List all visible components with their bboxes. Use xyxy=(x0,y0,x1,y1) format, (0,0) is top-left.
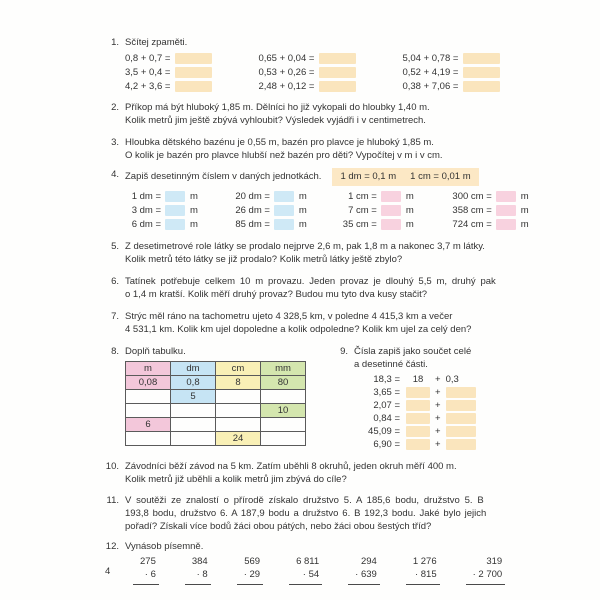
equation-text: 0,8 + 0,7 = xyxy=(125,52,171,64)
problem-2-text: Příkop má být hluboký 1,85 m. Dělníci ho již vykopali do hloubky 1,40 m. xyxy=(125,102,430,113)
problem-6-text: Tatínek potřebuje celkem 10 m provazu. Jeden provaz je dlouhý 5,5 m, druhý pak xyxy=(125,276,496,287)
problem-number: 5. xyxy=(111,241,119,252)
table-row xyxy=(126,390,306,404)
problem-9 xyxy=(328,345,476,451)
equation-text: 0,53 + 0,26 = xyxy=(258,66,315,78)
conversion-text: 300 cm = xyxy=(452,190,492,202)
problem-6 xyxy=(99,275,572,301)
problem-4-title: Zapiš desetinným číslem v daných jednotkách. xyxy=(125,171,322,182)
table-cell-empty[interactable] xyxy=(126,390,171,404)
table-cell: 24 xyxy=(216,432,261,446)
multiplier: · 6 xyxy=(144,569,156,580)
multiplier: · 639 xyxy=(355,569,377,580)
sum-row xyxy=(354,438,476,451)
table-cell: 10 xyxy=(261,404,306,418)
multiplier: · 2 700 xyxy=(472,569,503,580)
answer-box[interactable] xyxy=(175,53,212,64)
table-cell-empty[interactable] xyxy=(171,418,216,432)
table-row xyxy=(126,418,306,432)
answer-box[interactable] xyxy=(446,400,476,411)
answer-box[interactable] xyxy=(274,219,294,230)
problem-number: 1. xyxy=(111,37,119,48)
table-cell-empty[interactable] xyxy=(171,432,216,446)
answer-box[interactable] xyxy=(165,205,185,216)
problem-3-text: O kolik je bazén pro plavce hlubší než bazén pro děti? Vypočítej v m i v cm. xyxy=(125,150,443,161)
problem-7-text: 4 531,1 km. Kolik km ujel dopoledne a kolik odpoledne? Kolik km ujel za celý den? xyxy=(125,324,472,335)
addition-columns xyxy=(125,51,572,93)
problem-11 xyxy=(99,494,572,533)
equation-text: 0,38 + 7,06 = xyxy=(402,80,459,92)
multiplicand: 384 xyxy=(191,556,208,567)
answer-box[interactable] xyxy=(274,191,294,202)
unit-label: m xyxy=(298,204,307,216)
multiplication-problem[interactable] xyxy=(185,556,211,585)
multiplicand: 6 811 xyxy=(296,556,320,567)
problem-8-title: Doplň tabulku. xyxy=(125,346,186,357)
problem-6-text: o 1,4 m kratší. Kolik měří druhý provaz? Budou mu tyto dva kusy stačit? xyxy=(125,289,428,300)
conversion-text: 7 cm = xyxy=(348,204,377,216)
header-m: m xyxy=(126,362,171,376)
answer-box[interactable] xyxy=(406,413,430,424)
problem-10 xyxy=(99,460,572,486)
answer-box[interactable] xyxy=(496,191,516,202)
problem-2-text: Kolik metrů jim ještě zbývá vyhloubit? Výsledek vyjádři i v centimetrech. xyxy=(125,115,426,126)
page-number: 4 xyxy=(105,566,111,577)
conversion-text: 85 dm = xyxy=(235,218,270,230)
problem-number: 3. xyxy=(111,137,119,148)
answer-box[interactable] xyxy=(165,191,185,202)
answer-box[interactable] xyxy=(496,219,516,230)
problem-5 xyxy=(99,240,572,266)
hint-cm: 1 cm = 0,01 m xyxy=(410,171,471,182)
example-left: 18,3 = xyxy=(373,374,400,385)
problem-8 xyxy=(99,345,306,451)
table-row xyxy=(126,404,306,418)
equation-text: 2,48 + 0,12 = xyxy=(258,80,315,92)
table-cell: 0,8 xyxy=(171,376,216,390)
unit-label: m xyxy=(298,190,307,202)
plus-sign: + xyxy=(435,426,441,437)
problem-number: 4. xyxy=(111,169,119,180)
number-text: 0,84 = xyxy=(373,413,400,424)
answer-box[interactable] xyxy=(175,81,212,92)
conversion-hint xyxy=(332,168,478,186)
units-table xyxy=(125,361,306,446)
problem-3 xyxy=(99,136,572,162)
answer-box[interactable] xyxy=(165,219,185,230)
conversion-text: 1 cm = xyxy=(348,190,377,202)
multiplier: · 815 xyxy=(414,569,437,580)
table-cell: 0,08 xyxy=(126,376,171,390)
table-cell: 6 xyxy=(126,418,171,432)
problem-10-text: Závodníci běží závod na 5 km. Zatím uběhli 8 okruhů, jeden okruh měří 400 m. xyxy=(125,461,457,472)
problem-number: 12. xyxy=(105,541,119,552)
number-text: 2,07 = xyxy=(373,400,400,411)
conversion-text: 3 dm = xyxy=(131,204,161,216)
problem-4 xyxy=(99,168,572,231)
answer-box[interactable] xyxy=(406,439,430,450)
table-cell-empty[interactable] xyxy=(126,404,171,418)
multiplier: · 29 xyxy=(243,569,261,580)
multiplier: · 8 xyxy=(196,569,208,580)
unit-label: m xyxy=(520,190,529,202)
problem-number: 8. xyxy=(111,346,119,357)
problem-number: 7. xyxy=(111,311,119,322)
problem-7-text: Strýc měl ráno na tachometru ujeto 4 328,5 km, v poledne 4 415,3 km a večer xyxy=(125,311,453,322)
problem-10-text: Kolik metrů již uběhli a kolik metrů jim zbývá do cíle? xyxy=(125,474,347,485)
problem-7 xyxy=(99,310,572,336)
problem-5-text: Z desetimetrové role látky se prodalo nejprve 2,6 m, pak 1,8 m a nakonec 3,7 m látky. xyxy=(125,241,485,252)
problem-11-text: V soutěži ze znalostí o přírodě získalo družstvo 5. A 185,6 bodu, družstvo 5. B xyxy=(125,495,484,506)
table-cell-empty[interactable] xyxy=(216,418,261,432)
answer-box[interactable] xyxy=(381,191,401,202)
multiplication-problem[interactable] xyxy=(406,556,440,585)
plus-sign: + xyxy=(435,439,441,450)
multiplicand: 569 xyxy=(244,556,261,567)
answer-box[interactable] xyxy=(381,205,401,216)
conversion-text: 35 cm = xyxy=(342,218,377,230)
answer-box[interactable] xyxy=(446,387,476,398)
equation-text: 3,5 + 0,4 = xyxy=(125,66,171,78)
unit-label: m xyxy=(520,204,529,216)
header-cm: cm xyxy=(216,362,261,376)
multiplication-row xyxy=(133,556,572,585)
number-text: 6,90 = xyxy=(373,439,400,450)
answer-box[interactable] xyxy=(496,205,516,216)
example-decimal: 0,3 xyxy=(445,374,459,385)
answer-box[interactable] xyxy=(319,53,356,64)
sum-row xyxy=(354,399,476,412)
unit-label: m xyxy=(190,218,198,230)
problem-1 xyxy=(99,36,572,93)
problem-2 xyxy=(99,101,572,127)
multiplication-problem[interactable] xyxy=(466,556,506,585)
equation-text: 5,04 + 0,78 = xyxy=(402,52,459,64)
answer-box[interactable] xyxy=(446,426,476,437)
unit-label: m xyxy=(405,218,414,230)
answer-box[interactable] xyxy=(381,219,401,230)
multiplier: · 54 xyxy=(302,569,320,580)
header-dm: dm xyxy=(171,362,216,376)
answer-box[interactable] xyxy=(175,67,212,78)
equation-text: 0,52 + 4,19 = xyxy=(402,66,459,78)
table-header-row xyxy=(126,362,306,376)
answer-box[interactable] xyxy=(274,205,294,216)
multiplication-problem[interactable] xyxy=(289,556,322,585)
problem-12-title: Vynásob písemně. xyxy=(125,541,204,552)
table-row xyxy=(126,376,306,390)
conversion-text: 358 cm = xyxy=(452,204,492,216)
multiplication-problem[interactable] xyxy=(237,556,263,585)
number-text: 3,65 = xyxy=(373,387,400,398)
table-cell-empty[interactable] xyxy=(216,390,261,404)
multiplicand: 1 276 xyxy=(412,556,437,567)
problem-number: 9. xyxy=(340,346,348,357)
problem-5-text: Kolik metrů této látky se již prodalo? Kolik metrů látky ještě zbylo? xyxy=(125,254,403,265)
table-cell-empty[interactable] xyxy=(261,432,306,446)
answer-box[interactable] xyxy=(319,81,356,92)
table-cell-empty[interactable] xyxy=(261,418,306,432)
problem-4-title-row xyxy=(125,168,572,186)
unit-label: m xyxy=(190,204,198,216)
problem-number: 6. xyxy=(111,276,119,287)
problem-number: 11. xyxy=(106,495,119,506)
sum-row xyxy=(354,386,476,399)
problem-11-text: 193,8 bodu, družstvo 6. A 187,9 bodu a družstvo 6. B 192,3 bodu. Jaké bylo jejich xyxy=(125,508,487,519)
sum-row xyxy=(354,425,476,438)
multiplicand: 319 xyxy=(486,556,503,567)
problem-11-text: pořadí? Získali více bodů žáci obou pátých, nebo žáci obou šestých tříd? xyxy=(125,521,432,532)
problem-number: 10. xyxy=(105,461,119,472)
multiplication-problem[interactable] xyxy=(348,556,380,585)
example-whole: 18 xyxy=(412,374,424,385)
section-8-9 xyxy=(99,345,572,451)
table-cell-empty[interactable] xyxy=(261,390,306,404)
problem-3-text: Hloubka dětského bazénu je 0,55 m, bazén pro plavce je hluboký 1,85 m. xyxy=(125,137,434,148)
table-cell: 5 xyxy=(171,390,216,404)
example-row xyxy=(354,373,476,386)
problem-9-title: Čísla zapiš jako součet celé xyxy=(354,346,472,357)
multiplicand: 275 xyxy=(140,556,156,567)
table-cell-empty[interactable] xyxy=(216,404,261,418)
answer-box[interactable] xyxy=(463,53,500,64)
header-mm: mm xyxy=(261,362,306,376)
multiplication-problem[interactable] xyxy=(133,556,159,585)
conversion-text: 26 dm = xyxy=(235,204,270,216)
answer-box[interactable] xyxy=(463,81,500,92)
table-cell: 80 xyxy=(261,376,306,390)
conversion-columns xyxy=(125,189,572,231)
answer-box[interactable] xyxy=(463,67,500,78)
sum-row xyxy=(354,412,476,425)
conversion-text: 1 dm = xyxy=(131,190,161,202)
answer-box[interactable] xyxy=(446,439,476,450)
multiplicand: 294 xyxy=(360,556,377,567)
answer-box[interactable] xyxy=(319,67,356,78)
number-text: 45,09 = xyxy=(368,426,400,437)
plus-sign: + xyxy=(435,413,441,424)
conversion-text: 6 dm = xyxy=(131,218,161,230)
plus-sign: + xyxy=(435,374,441,385)
unit-label: m xyxy=(405,190,414,202)
equation-text: 4,2 + 3,6 = xyxy=(125,80,171,92)
unit-label: m xyxy=(405,204,414,216)
plus-sign: + xyxy=(435,387,441,398)
table-cell-empty[interactable] xyxy=(126,432,171,446)
unit-label: m xyxy=(520,218,529,230)
plus-sign: + xyxy=(435,400,441,411)
conversion-text: 20 dm = xyxy=(235,190,270,202)
problem-number: 2. xyxy=(111,102,119,113)
problem-9-title: a desetinné části. xyxy=(354,359,428,370)
problem-1-title: Sčítej zpaměti. xyxy=(125,37,188,48)
answer-box[interactable] xyxy=(406,387,430,398)
conversion-text: 724 cm = xyxy=(452,218,492,230)
answer-box[interactable] xyxy=(406,426,430,437)
answer-box[interactable] xyxy=(446,413,476,424)
answer-box[interactable] xyxy=(406,400,430,411)
problem-12 xyxy=(99,540,572,585)
hint-dm: 1 dm = 0,1 m xyxy=(340,171,397,182)
table-cell-empty[interactable] xyxy=(171,404,216,418)
unit-label: m xyxy=(190,190,198,202)
equation-text: 0,65 + 0,04 = xyxy=(258,52,315,64)
table-row xyxy=(126,432,306,446)
table-cell: 8 xyxy=(216,376,261,390)
unit-label: m xyxy=(298,218,307,230)
